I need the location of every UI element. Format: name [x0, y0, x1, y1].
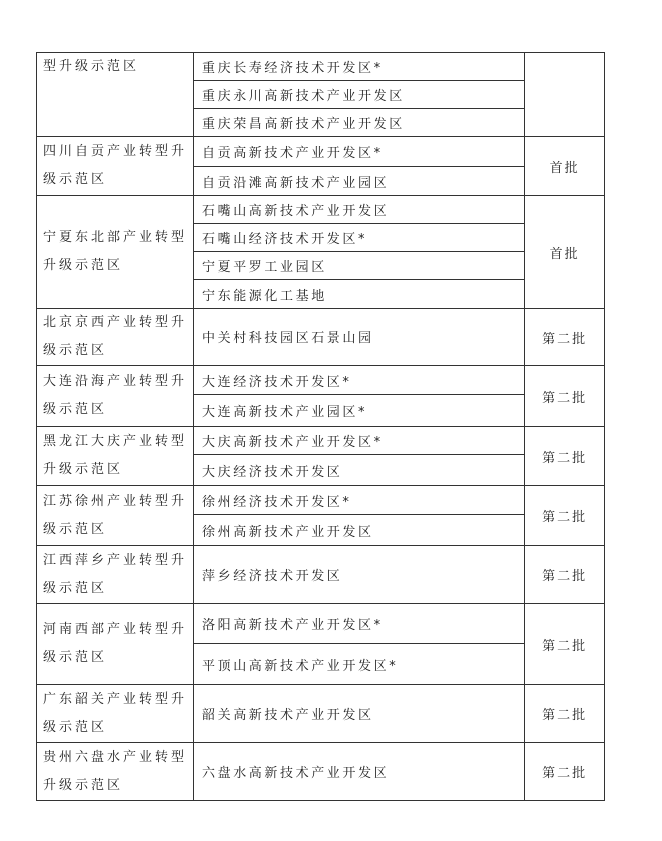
table-row — [37, 309, 605, 366]
zone-name: 江苏徐州产业转型升级示范区 — [43, 493, 188, 537]
zone-cell — [37, 743, 194, 800]
table-row — [37, 743, 605, 801]
table-row — [37, 53, 605, 137]
table-row — [37, 137, 605, 196]
demonstration-zone-table — [36, 52, 605, 801]
park-name: 大连经济技术开发区* — [194, 366, 524, 395]
park-name: 洛阳高新技术产业开发区* — [194, 604, 524, 644]
parks-cell — [194, 309, 525, 365]
parks-cell — [194, 604, 525, 684]
zone-name: 型升级示范区 — [43, 59, 140, 74]
zone-cell — [37, 309, 194, 365]
batch-cell: 首批 — [525, 137, 605, 195]
park-name: 宁夏平罗工业园区 — [194, 252, 524, 280]
zone-cell — [37, 196, 194, 308]
park-name: 大连高新技术产业园区* — [202, 405, 368, 420]
park-name: 自贡沿滩高新技术产业园区 — [202, 175, 390, 191]
zone-cell — [37, 685, 194, 742]
zone-cell — [37, 604, 194, 684]
zone-cell — [37, 53, 194, 136]
park-name: 重庆荣昌高新技术产业开发区 — [202, 117, 405, 132]
table-row — [37, 486, 605, 546]
park-name: 中关村科技园区石景山园 — [202, 330, 374, 346]
zone-cell — [37, 366, 194, 426]
parks-cell — [194, 685, 525, 742]
batch-cell: 第二批 — [525, 685, 605, 742]
park-name: 平顶山高新技术产业开发区* — [202, 658, 399, 674]
batch-cell: 第二批 — [525, 546, 605, 603]
park-name: 大庆经济技术开发区 — [202, 464, 343, 480]
parks-cell — [194, 743, 525, 800]
parks-cell — [194, 486, 525, 545]
parks-cell — [194, 546, 525, 603]
park-name: 大庆高新技术产业开发区* — [194, 427, 524, 455]
zone-name: 宁夏东北部产业转型升级示范区 — [43, 230, 188, 273]
park-name: 六盘水高新技术产业开发区 — [202, 766, 390, 781]
zone-name: 大连沿海产业转型升级示范区 — [43, 374, 188, 417]
zone-name: 北京京西产业转型升级示范区 — [43, 315, 188, 358]
batch-cell: 第二批 — [525, 743, 605, 800]
batch-cell: 第二批 — [525, 366, 605, 426]
park-name: 自贡高新技术产业开发区* — [194, 137, 524, 167]
table-row — [37, 546, 605, 604]
batch-cell — [525, 53, 605, 136]
park-name: 石嘴山高新技术产业开发区 — [194, 196, 524, 224]
park-name: 徐州高新技术产业开发区 — [202, 524, 374, 540]
parks-cell — [194, 366, 525, 426]
batch-cell: 第二批 — [525, 427, 605, 485]
zone-cell — [37, 546, 194, 603]
zone-name: 江西萍乡产业转型升级示范区 — [43, 552, 188, 596]
parks-cell — [194, 427, 525, 485]
zone-name: 广东韶关产业转型升级示范区 — [43, 691, 188, 735]
parks-cell — [194, 137, 525, 195]
zone-cell — [37, 427, 194, 485]
table-row — [37, 427, 605, 486]
park-name: 韶关高新技术产业开发区 — [202, 708, 374, 723]
batch-cell: 第二批 — [525, 486, 605, 545]
park-name: 宁东能源化工基地 — [202, 288, 327, 304]
zone-name: 四川自贡产业转型升级示范区 — [43, 144, 188, 187]
table-row — [37, 366, 605, 427]
table-row — [37, 604, 605, 685]
parks-cell — [194, 196, 525, 308]
batch-cell: 第二批 — [525, 604, 605, 684]
zone-name: 贵州六盘水产业转型升级示范区 — [43, 749, 188, 793]
zone-name: 黑龙江大庆产业转型升级示范区 — [43, 434, 188, 477]
zone-cell — [37, 137, 194, 195]
park-name: 徐州经济技术开发区* — [194, 486, 524, 515]
parks-cell — [194, 53, 525, 136]
batch-cell: 第二批 — [525, 309, 605, 365]
park-name: 石嘴山经济技术开发区* — [194, 224, 524, 252]
park-name: 重庆长寿经济技术开发区* — [194, 53, 524, 81]
park-name: 重庆永川高新技术产业开发区 — [194, 81, 524, 109]
zone-name: 河南西部产业转型升级示范区 — [43, 622, 188, 665]
table-row — [37, 196, 605, 309]
park-name: 萍乡经济技术开发区 — [202, 569, 343, 584]
batch-cell: 首批 — [525, 196, 605, 308]
zone-cell — [37, 486, 194, 545]
table-row — [37, 685, 605, 743]
